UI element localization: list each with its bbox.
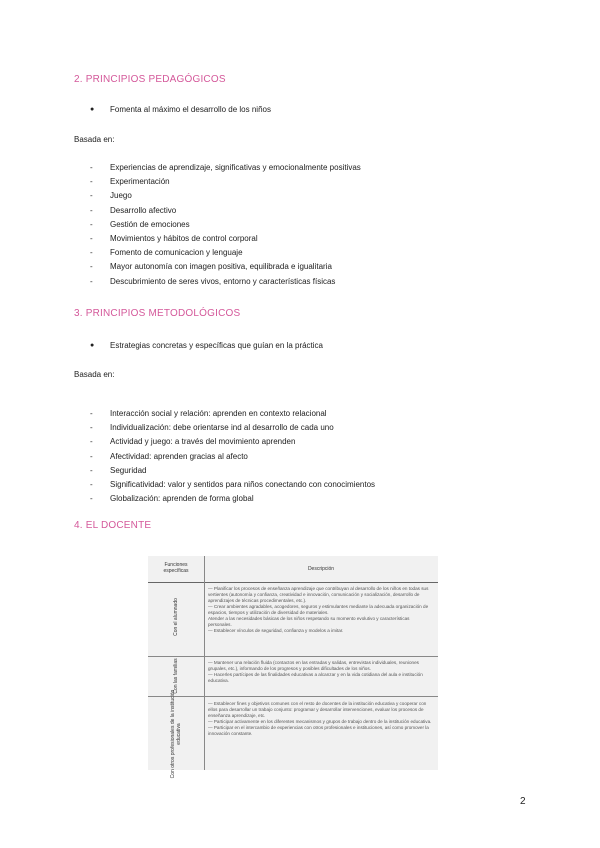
dash-marker: - xyxy=(90,248,93,258)
dash-marker: - xyxy=(90,219,93,229)
bullet-icon: ● xyxy=(90,342,95,349)
section-4-heading: 4. EL DOCENTE xyxy=(74,520,152,531)
dash-marker: - xyxy=(90,276,93,286)
section-3-bullet-text: Estrategias concretas y específicas que guían en la práctica xyxy=(110,341,324,350)
teacher-functions-table xyxy=(148,556,438,779)
section-2-based-on: Basada en: xyxy=(74,135,115,144)
section-3-based-on: Basada en: xyxy=(74,370,115,379)
column-divider xyxy=(204,556,205,770)
row-label-profesionales: Con otros profesionales de la institución educativa xyxy=(170,689,182,779)
row-description: — Mantener una relación fluida (contactos en las entradas y salidas, entrevistas individuales, reuniones grupales, etc.), informando de los progresos y posibles dificultades de los niños. — Hacerles partícipes de las finalidades educativas a alcanzar y en la vida cotidiana del aula e institución educativa. xyxy=(208,660,423,683)
row-divider xyxy=(148,656,438,657)
col1-header: Funciones específicas xyxy=(163,562,189,574)
row-label-familias: Con las familias xyxy=(173,658,179,694)
section-3-heading: 3. PRINCIPIOS METODOLÓGICOS xyxy=(74,308,241,319)
dash-marker: - xyxy=(90,262,93,272)
row-description: — Establecer fines y objetivos comunes con el resto de docentes de la institución educativa y cooperar con ellos para desarrollar un trabajo conjunto: programar y desarrollar intervenciones, evaluar los procesos de enseñanza aprendizaje, etc. — Participar activamente en los diferentes mecanismos y grupos de trabajo dentro de la institución educativa. — Participar en el intercambio de experiencias con otros profesionales e instituciones, así como promover la innovación constante. xyxy=(208,701,432,736)
dash-marker: - xyxy=(90,494,93,504)
page-number: 2 xyxy=(520,796,526,807)
row-label-alumnado: Con el alumnado xyxy=(173,598,179,636)
dash-marker: - xyxy=(90,191,93,201)
col2-header: Descripción xyxy=(307,566,335,572)
row-description: — Planificar los procesos de enseñanza aprendizaje que contribuyan al desarrollo de los niños en todas sus vertientes (autonomía y confianza, creatividad e innovación, comunicación y socialización, desarrollo de aprendizajes de técnicas procedimentales, etc.). — Crear ambientes agradables, acogedores, seguros y estimulantes mediante la adecuada organización de espacios, tiempos y utilización de diversidad de materiales. Atender a las necesidades básicas de los niños respetando su momento evolutivo y características personales. — Establecer vínculos de seguridad, confianza y modelos a imitar. xyxy=(208,586,429,634)
dash-marker: - xyxy=(90,205,93,215)
section-2-bullet-text: Fomenta al máximo el desarrollo de los niños xyxy=(110,105,271,114)
dash-marker: - xyxy=(90,423,93,433)
dash-marker: - xyxy=(90,409,93,418)
dash-marker: - xyxy=(90,163,93,172)
section-2-heading: 2. PRINCIPIOS PEDAGÓGICOS xyxy=(74,74,226,85)
dash-marker: - xyxy=(90,177,93,187)
dash-marker: - xyxy=(90,233,93,243)
dash-marker: - xyxy=(90,451,93,461)
bullet-icon: ● xyxy=(90,106,95,113)
dash-marker: - xyxy=(90,479,93,489)
dash-marker: - xyxy=(90,465,93,475)
dash-marker: - xyxy=(90,437,93,447)
row-divider xyxy=(148,696,438,697)
